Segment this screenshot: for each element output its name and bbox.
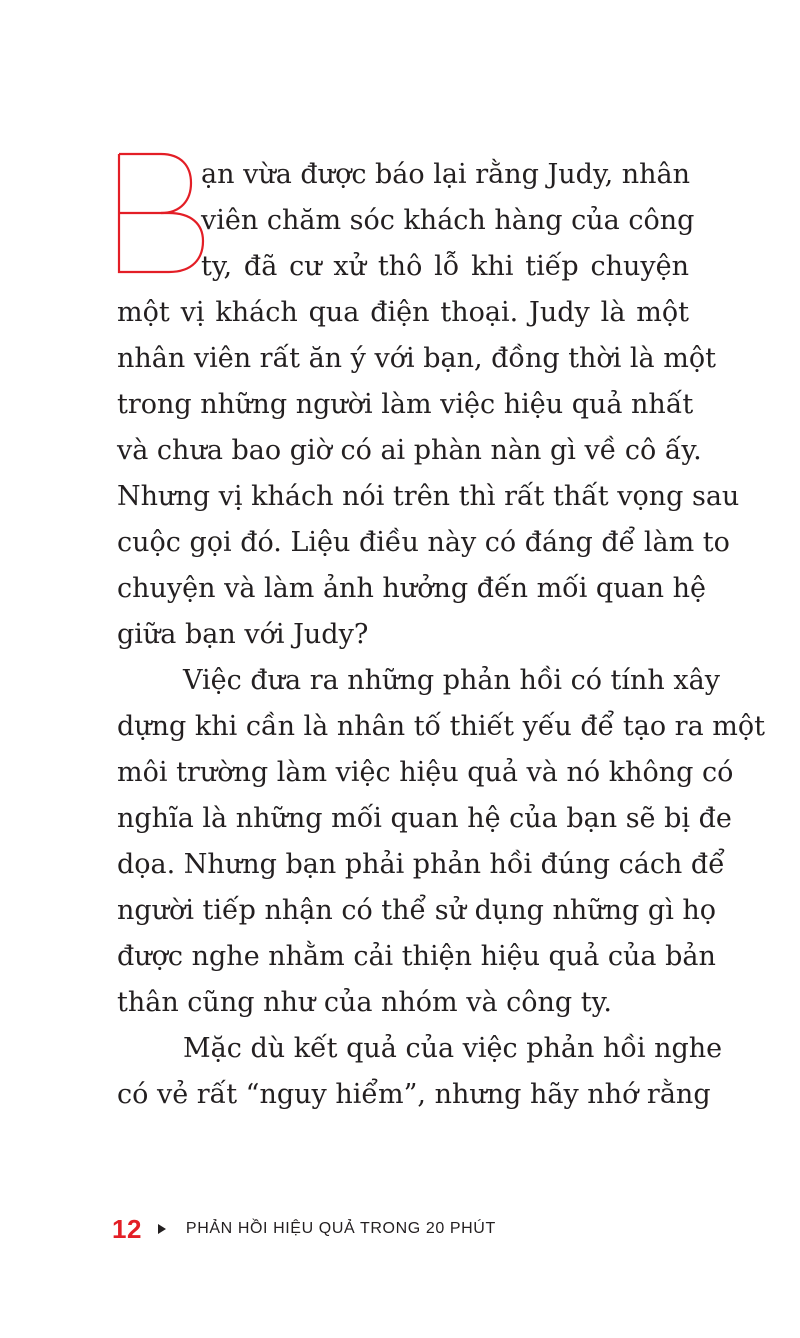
text-line: viên chăm sóc khách hàng của công: [201, 205, 695, 236]
text-line: và chưa bao giờ có ai phàn nàn gì về cô ấy.: [117, 435, 702, 466]
text-line: giữa bạn với Judy?: [117, 619, 369, 650]
running-title: PHẢN HỒI HIỆU QUẢ TRONG 20 PHÚT: [185, 1220, 496, 1237]
paragraph-3: [117, 1026, 723, 1118]
paragraph-2: [117, 658, 765, 1026]
text-line: Việc đưa ra những phản hồi có tính xây: [183, 665, 720, 696]
text-line: trong những người làm việc hiệu quả nhất: [117, 389, 694, 420]
page-number: 12: [112, 1213, 142, 1244]
text-line: được nghe nhằm cải thiện hiệu quả của bản: [117, 941, 716, 972]
paragraph-1: [117, 152, 740, 658]
text-line: người tiếp nhận có thể sử dụng những gì họ: [117, 895, 717, 926]
text-line: ty, đã cư xử thô lỗ khi tiếp chuyện: [201, 251, 689, 282]
text-line: chuyện và làm ảnh hưởng đến mối quan hệ: [117, 573, 707, 604]
body-text: [117, 152, 765, 1118]
text-line: nhân viên rất ăn ý với bạn, đồng thời là một: [117, 343, 716, 374]
text-line: môi trường làm việc hiệu quả và nó không có: [117, 757, 734, 788]
text-line: dọa. Nhưng bạn phải phản hồi đúng cách để: [117, 849, 725, 880]
text-line: nghĩa là những mối quan hệ của bạn sẽ bị đe: [117, 803, 732, 834]
text-line: dựng khi cần là nhân tố thiết yếu để tạo ra một: [117, 711, 765, 742]
page-footer: [112, 1214, 496, 1244]
text-line: có vẻ rất “nguy hiểm”, nhưng hãy nhớ rằng: [117, 1079, 711, 1110]
text-line: một vị khách qua điện thoại. Judy là một: [117, 297, 689, 328]
text-line: thân cũng như của nhóm và công ty.: [117, 987, 612, 1018]
text-line: Nhưng vị khách nói trên thì rất thất vọng sau: [117, 481, 740, 512]
text-line: Mặc dù kết quả của việc phản hồi nghe: [183, 1033, 723, 1064]
text-line: cuộc gọi đó. Liệu điều này có đáng để làm to: [117, 527, 730, 558]
text-line: ạn vừa được báo lại rằng Judy, nhân: [201, 159, 691, 190]
triangle-right-icon: [158, 1224, 166, 1234]
